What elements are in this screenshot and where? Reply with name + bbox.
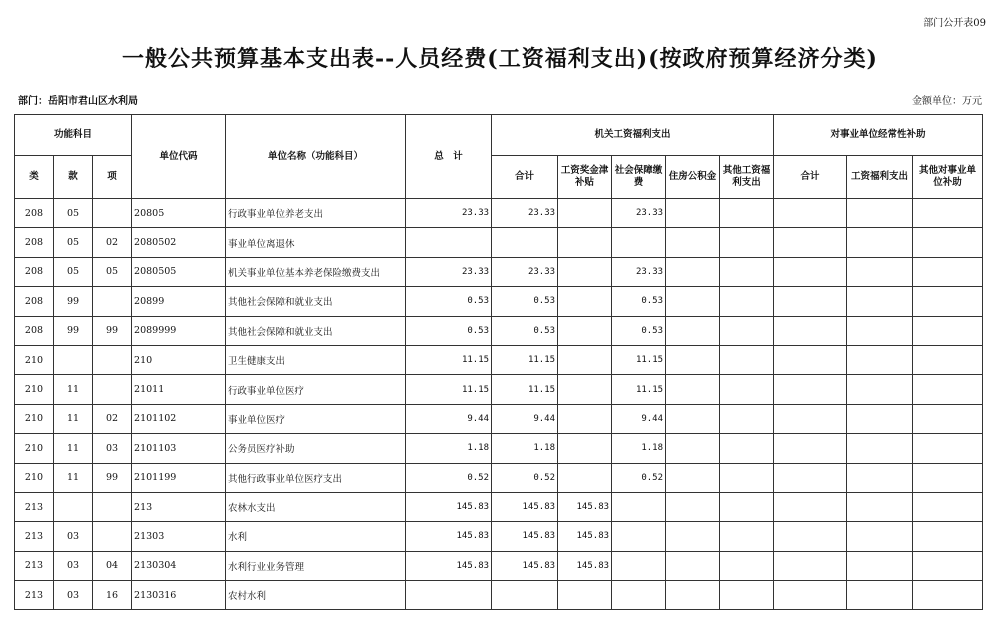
cell-g1-bonus bbox=[558, 404, 612, 433]
table-row bbox=[15, 199, 983, 228]
cell-name: 卫生健康支出 bbox=[226, 345, 406, 374]
cell-g1-bonus: 145.83 bbox=[558, 522, 612, 551]
cell-g1-other bbox=[720, 522, 774, 551]
cell-lei: 213 bbox=[15, 522, 54, 551]
cell-g2-other bbox=[913, 581, 983, 610]
cell-g2-salary bbox=[847, 404, 913, 433]
cell-g2-salary bbox=[847, 316, 913, 345]
cell-g1-housing bbox=[666, 199, 720, 228]
cell-g2-total bbox=[774, 404, 847, 433]
cell-g2-total bbox=[774, 228, 847, 257]
table-row bbox=[15, 228, 983, 257]
cell-total: 145.83 bbox=[406, 551, 492, 580]
cell-total: 23.33 bbox=[406, 257, 492, 286]
cell-g1-social: 0.52 bbox=[612, 463, 666, 492]
cell-total: 11.15 bbox=[406, 345, 492, 374]
cell-total: 9.44 bbox=[406, 404, 492, 433]
cell-g1-housing bbox=[666, 404, 720, 433]
cell-total bbox=[406, 581, 492, 610]
cell-g1-total: 23.33 bbox=[492, 199, 558, 228]
cell-code: 2101199 bbox=[132, 463, 226, 492]
cell-total: 0.53 bbox=[406, 287, 492, 316]
cell-g1-social bbox=[612, 581, 666, 610]
table-number-label: 部门公开表09 bbox=[923, 18, 986, 29]
cell-code: 2080505 bbox=[132, 257, 226, 286]
cell-g1-social bbox=[612, 228, 666, 257]
cell-g1-social: 0.53 bbox=[612, 316, 666, 345]
cell-g1-total: 0.53 bbox=[492, 287, 558, 316]
cell-g2-salary bbox=[847, 287, 913, 316]
cell-xiang: 02 bbox=[93, 404, 132, 433]
cell-g2-other bbox=[913, 257, 983, 286]
cell-g1-total: 1.18 bbox=[492, 434, 558, 463]
cell-g1-bonus bbox=[558, 257, 612, 286]
cell-g1-housing bbox=[666, 287, 720, 316]
cell-kuan bbox=[54, 492, 93, 521]
cell-g2-other bbox=[913, 551, 983, 580]
header-g1-housing: 住房公积金 bbox=[666, 156, 720, 199]
cell-name: 事业单位医疗 bbox=[226, 404, 406, 433]
header-lei: 类 bbox=[15, 156, 54, 199]
cell-g2-other bbox=[913, 434, 983, 463]
cell-g2-total bbox=[774, 463, 847, 492]
cell-g1-bonus bbox=[558, 375, 612, 404]
cell-kuan: 05 bbox=[54, 199, 93, 228]
cell-code: 2130316 bbox=[132, 581, 226, 610]
cell-code: 213 bbox=[132, 492, 226, 521]
cell-g2-other bbox=[913, 316, 983, 345]
cell-kuan: 03 bbox=[54, 522, 93, 551]
header-g1-bonus: 工资奖金津补贴 bbox=[558, 156, 612, 199]
cell-g1-social: 11.15 bbox=[612, 375, 666, 404]
table-row bbox=[15, 522, 983, 551]
cell-g1-total: 11.15 bbox=[492, 375, 558, 404]
cell-code: 2130304 bbox=[132, 551, 226, 580]
cell-lei: 213 bbox=[15, 581, 54, 610]
cell-g2-salary bbox=[847, 581, 913, 610]
cell-g1-bonus bbox=[558, 581, 612, 610]
cell-g1-social: 9.44 bbox=[612, 404, 666, 433]
cell-name: 公务员医疗补助 bbox=[226, 434, 406, 463]
cell-g1-housing bbox=[666, 463, 720, 492]
cell-lei: 208 bbox=[15, 287, 54, 316]
cell-g1-other bbox=[720, 375, 774, 404]
cell-g1-housing bbox=[666, 257, 720, 286]
cell-code: 20805 bbox=[132, 199, 226, 228]
header-unit-name: 单位名称（功能科目） bbox=[226, 115, 406, 199]
cell-xiang: 04 bbox=[93, 551, 132, 580]
cell-g2-other bbox=[913, 228, 983, 257]
header-group-institution-subsidy: 对事业单位经常性补助 bbox=[774, 115, 983, 156]
cell-lei: 208 bbox=[15, 316, 54, 345]
cell-g1-bonus: 145.83 bbox=[558, 551, 612, 580]
header-g1-social: 社会保障缴费 bbox=[612, 156, 666, 199]
cell-g2-salary bbox=[847, 492, 913, 521]
cell-g1-total: 145.83 bbox=[492, 492, 558, 521]
table-row bbox=[15, 551, 983, 580]
cell-xiang: 16 bbox=[93, 581, 132, 610]
cell-kuan: 11 bbox=[54, 434, 93, 463]
cell-g2-other bbox=[913, 375, 983, 404]
cell-total: 1.18 bbox=[406, 434, 492, 463]
cell-g2-salary bbox=[847, 463, 913, 492]
cell-g2-salary bbox=[847, 199, 913, 228]
cell-kuan bbox=[54, 345, 93, 374]
cell-code: 2101102 bbox=[132, 404, 226, 433]
cell-g1-total: 0.52 bbox=[492, 463, 558, 492]
header-unit-code: 单位代码 bbox=[132, 115, 226, 199]
cell-g2-total bbox=[774, 257, 847, 286]
cell-xiang bbox=[93, 375, 132, 404]
cell-g2-salary bbox=[847, 375, 913, 404]
cell-g2-total bbox=[774, 522, 847, 551]
amount-unit-label: 金额单位：万元 bbox=[912, 96, 982, 107]
cell-g2-other bbox=[913, 199, 983, 228]
header-kuan: 款 bbox=[54, 156, 93, 199]
cell-lei: 210 bbox=[15, 434, 54, 463]
cell-name: 水利 bbox=[226, 522, 406, 551]
cell-g1-social: 0.53 bbox=[612, 287, 666, 316]
page-title: 一般公共预算基本支出表--人员经费(工资福利支出)(按政府预算经济分类) bbox=[122, 46, 878, 72]
cell-name: 机关事业单位基本养老保险缴费支出 bbox=[226, 257, 406, 286]
cell-g1-social: 1.18 bbox=[612, 434, 666, 463]
cell-g1-housing bbox=[666, 551, 720, 580]
header-group-agency-salary: 机关工资福利支出 bbox=[492, 115, 774, 156]
cell-code: 21011 bbox=[132, 375, 226, 404]
cell-g1-bonus bbox=[558, 463, 612, 492]
cell-g1-other bbox=[720, 257, 774, 286]
cell-g1-total bbox=[492, 228, 558, 257]
cell-name: 农村水利 bbox=[226, 581, 406, 610]
cell-g1-social bbox=[612, 522, 666, 551]
cell-xiang: 03 bbox=[93, 434, 132, 463]
cell-code: 21303 bbox=[132, 522, 226, 551]
cell-lei: 208 bbox=[15, 199, 54, 228]
table-row bbox=[15, 492, 983, 521]
cell-xiang bbox=[93, 287, 132, 316]
header-g2-total: 合计 bbox=[774, 156, 847, 199]
cell-name: 水利行业业务管理 bbox=[226, 551, 406, 580]
cell-g1-other bbox=[720, 316, 774, 345]
table-row bbox=[15, 345, 983, 374]
cell-kuan: 03 bbox=[54, 551, 93, 580]
cell-lei: 208 bbox=[15, 257, 54, 286]
cell-g1-total: 11.15 bbox=[492, 345, 558, 374]
cell-g2-total bbox=[774, 492, 847, 521]
cell-g2-other bbox=[913, 287, 983, 316]
header-func-subject: 功能科目 bbox=[15, 115, 132, 156]
cell-code: 2089999 bbox=[132, 316, 226, 345]
cell-g1-social: 11.15 bbox=[612, 345, 666, 374]
cell-g1-social: 23.33 bbox=[612, 199, 666, 228]
table-row bbox=[15, 463, 983, 492]
cell-total: 11.15 bbox=[406, 375, 492, 404]
cell-g2-total bbox=[774, 551, 847, 580]
cell-lei: 210 bbox=[15, 404, 54, 433]
cell-name: 行政事业单位养老支出 bbox=[226, 199, 406, 228]
cell-xiang bbox=[93, 522, 132, 551]
cell-code: 2101103 bbox=[132, 434, 226, 463]
cell-g1-other bbox=[720, 551, 774, 580]
cell-g1-bonus bbox=[558, 199, 612, 228]
cell-kuan: 03 bbox=[54, 581, 93, 610]
header-g2-other: 其他对事业单位补助 bbox=[913, 156, 983, 199]
cell-g2-salary bbox=[847, 434, 913, 463]
cell-g2-salary bbox=[847, 551, 913, 580]
cell-xiang: 05 bbox=[93, 257, 132, 286]
cell-g1-total: 145.83 bbox=[492, 551, 558, 580]
cell-g1-bonus bbox=[558, 287, 612, 316]
cell-g1-other bbox=[720, 581, 774, 610]
cell-kuan: 11 bbox=[54, 404, 93, 433]
cell-total bbox=[406, 228, 492, 257]
cell-kuan: 05 bbox=[54, 257, 93, 286]
cell-lei: 213 bbox=[15, 551, 54, 580]
cell-g2-other bbox=[913, 492, 983, 521]
cell-g2-total bbox=[774, 316, 847, 345]
cell-name: 其他社会保障和就业支出 bbox=[226, 316, 406, 345]
cell-lei: 210 bbox=[15, 463, 54, 492]
header-g1-total: 合计 bbox=[492, 156, 558, 199]
cell-xiang: 02 bbox=[93, 228, 132, 257]
cell-xiang bbox=[93, 492, 132, 521]
cell-g1-other bbox=[720, 404, 774, 433]
cell-name: 行政事业单位医疗 bbox=[226, 375, 406, 404]
cell-g1-bonus bbox=[558, 316, 612, 345]
cell-g2-total bbox=[774, 199, 847, 228]
cell-g2-other bbox=[913, 522, 983, 551]
cell-total: 23.33 bbox=[406, 199, 492, 228]
cell-g1-total: 0.53 bbox=[492, 316, 558, 345]
cell-g1-other bbox=[720, 287, 774, 316]
cell-code: 2080502 bbox=[132, 228, 226, 257]
table-row bbox=[15, 404, 983, 433]
cell-g1-other bbox=[720, 492, 774, 521]
cell-name: 事业单位离退休 bbox=[226, 228, 406, 257]
cell-lei: 213 bbox=[15, 492, 54, 521]
cell-g2-total bbox=[774, 345, 847, 374]
cell-g1-total bbox=[492, 581, 558, 610]
cell-g1-total: 23.33 bbox=[492, 257, 558, 286]
cell-kuan: 99 bbox=[54, 287, 93, 316]
cell-g1-bonus bbox=[558, 228, 612, 257]
cell-g2-total bbox=[774, 581, 847, 610]
cell-kuan: 99 bbox=[54, 316, 93, 345]
cell-g2-salary bbox=[847, 522, 913, 551]
cell-g1-other bbox=[720, 463, 774, 492]
cell-g1-other bbox=[720, 345, 774, 374]
cell-g1-bonus: 145.83 bbox=[558, 492, 612, 521]
cell-g1-social bbox=[612, 551, 666, 580]
cell-xiang bbox=[93, 199, 132, 228]
cell-g1-other bbox=[720, 434, 774, 463]
header-total: 总 计 bbox=[406, 115, 492, 199]
cell-g2-total bbox=[774, 375, 847, 404]
cell-kuan: 11 bbox=[54, 375, 93, 404]
cell-g2-total bbox=[774, 287, 847, 316]
cell-g1-other bbox=[720, 228, 774, 257]
cell-g1-housing bbox=[666, 345, 720, 374]
cell-code: 210 bbox=[132, 345, 226, 374]
header-g1-other: 其他工资福利支出 bbox=[720, 156, 774, 199]
cell-g2-other bbox=[913, 463, 983, 492]
cell-g1-housing bbox=[666, 581, 720, 610]
cell-g2-total bbox=[774, 434, 847, 463]
cell-g2-salary bbox=[847, 228, 913, 257]
table-row bbox=[15, 257, 983, 286]
cell-g2-other bbox=[913, 345, 983, 374]
department-label: 部门：岳阳市君山区水利局 bbox=[18, 96, 138, 107]
cell-name: 其他行政事业单位医疗支出 bbox=[226, 463, 406, 492]
cell-lei: 210 bbox=[15, 375, 54, 404]
table-row bbox=[15, 316, 983, 345]
cell-kuan: 11 bbox=[54, 463, 93, 492]
table-row bbox=[15, 287, 983, 316]
header-xiang: 项 bbox=[93, 156, 132, 199]
cell-g1-housing bbox=[666, 228, 720, 257]
cell-g2-salary bbox=[847, 257, 913, 286]
cell-g1-housing bbox=[666, 434, 720, 463]
cell-total: 0.53 bbox=[406, 316, 492, 345]
cell-g1-housing bbox=[666, 522, 720, 551]
cell-total: 0.52 bbox=[406, 463, 492, 492]
cell-code: 20899 bbox=[132, 287, 226, 316]
budget-table bbox=[14, 114, 983, 610]
table-row bbox=[15, 375, 983, 404]
cell-total: 145.83 bbox=[406, 492, 492, 521]
cell-g1-housing bbox=[666, 492, 720, 521]
cell-g2-other bbox=[913, 404, 983, 433]
cell-name: 农林水支出 bbox=[226, 492, 406, 521]
cell-g1-bonus bbox=[558, 434, 612, 463]
cell-xiang: 99 bbox=[93, 316, 132, 345]
cell-total: 145.83 bbox=[406, 522, 492, 551]
cell-name: 其他社会保障和就业支出 bbox=[226, 287, 406, 316]
header-g2-salary: 工资福利支出 bbox=[847, 156, 913, 199]
cell-g2-salary bbox=[847, 345, 913, 374]
cell-g1-social bbox=[612, 492, 666, 521]
table-row bbox=[15, 434, 983, 463]
table-row bbox=[15, 581, 983, 610]
cell-g1-housing bbox=[666, 375, 720, 404]
cell-lei: 210 bbox=[15, 345, 54, 374]
cell-g1-total: 145.83 bbox=[492, 522, 558, 551]
cell-lei: 208 bbox=[15, 228, 54, 257]
cell-g1-housing bbox=[666, 316, 720, 345]
cell-g1-social: 23.33 bbox=[612, 257, 666, 286]
cell-xiang bbox=[93, 345, 132, 374]
cell-g1-bonus bbox=[558, 345, 612, 374]
cell-g1-total: 9.44 bbox=[492, 404, 558, 433]
cell-kuan: 05 bbox=[54, 228, 93, 257]
cell-g1-other bbox=[720, 199, 774, 228]
cell-xiang: 99 bbox=[93, 463, 132, 492]
